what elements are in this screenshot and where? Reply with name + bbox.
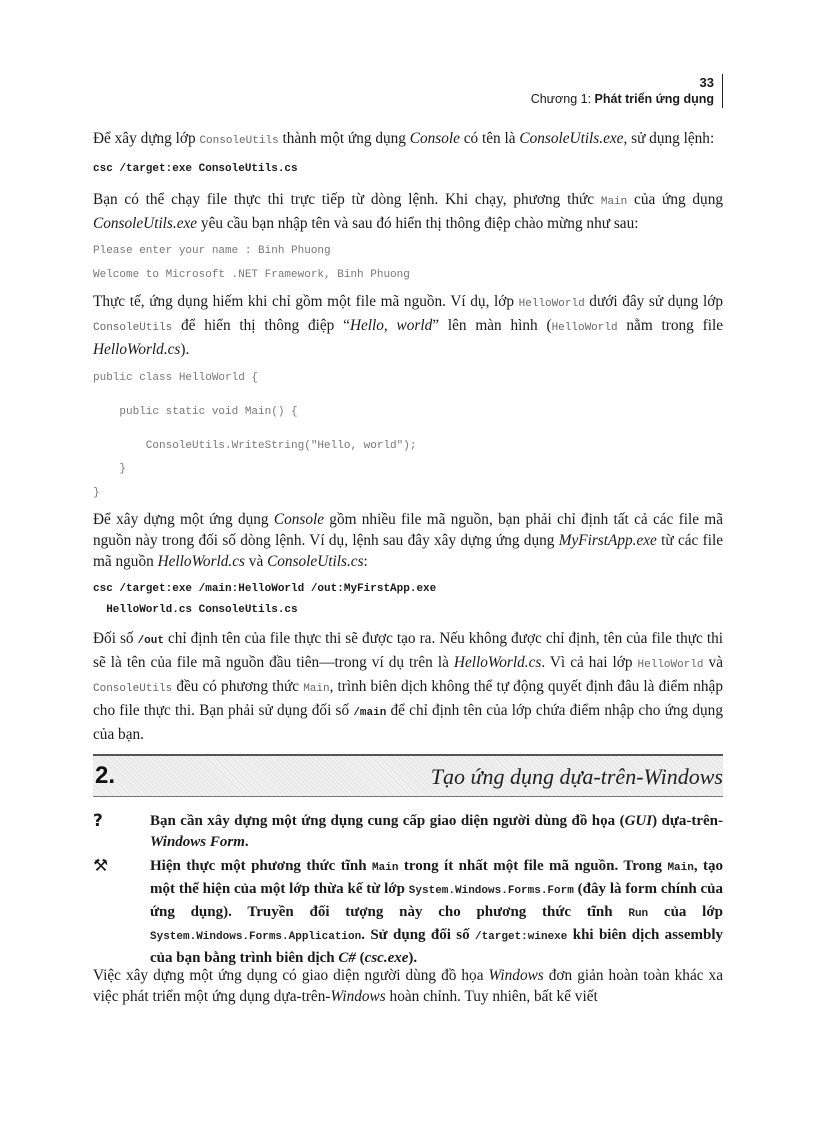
section-title: Tạo ứng dụng dựa-trên-Windows bbox=[430, 764, 723, 789]
paragraph-6: Việc xây dựng một ứng dụng có giao diện người dùng đồ họa Windows đơn giản hoàn toàn khác xa việc phát triển một ứng dụng dựa-trên-Windows hoàn chỉnh. Tuy nhiên, bất kể viết bbox=[93, 967, 723, 1005]
page-number: 33 bbox=[699, 75, 714, 90]
code-line: } bbox=[93, 463, 127, 475]
code-line: } bbox=[93, 487, 100, 499]
paragraph-2: Bạn có thể chạy file thực thi trực tiếp từ dòng lệnh. Khi chạy, phương thức Main của ứng dụng ConsoleUtils.exe yêu cầu bạn nhập tên và sau đó hiển thị thông điệp chào mừng như sau: bbox=[93, 191, 723, 232]
question-icon: ? bbox=[93, 811, 103, 831]
code-block bbox=[93, 370, 723, 505]
section-heading bbox=[93, 754, 723, 797]
command-2: csc /target:exe /main:HelloWorld /out:MyFirstApp.exe bbox=[93, 583, 437, 595]
command-1: csc /target:exe ConsoleUtils.cs bbox=[93, 163, 298, 175]
output-line-2: Welcome to Microsoft .NET Framework, Binh Phuong bbox=[93, 269, 410, 281]
command-2-continued: HelloWorld.cs ConsoleUtils.cs bbox=[93, 604, 298, 616]
paragraph-5: Đối số /out chỉ định tên của file thực thi sẽ được tạo ra. Nếu không được chỉ định, tên của file thực thi sẽ là tên của file mã nguồn đầu tiên—trong ví dụ trên là HelloWorld.cs. Vì cả hai lớp HelloWorld và ConsoleUtils đều có phương thức Main, trình biên dịch không thể tự động quyết định đâu là điểm nhập cho file thực thi. Bạn phải sử dụng đối số /main để chỉ định tên của lớp chứa điểm nhập cho ứng dụng của bạn. bbox=[93, 630, 723, 743]
section-number: 2. bbox=[95, 762, 116, 789]
solution-statement: ⚒ Hiện thực một phương thức tĩnh Main trong ít nhất một file mã nguồn. Trong Main, tạo một thể hiện của một lớp thừa kế từ lớp System.Windows.Forms.Form (đây là form chính của ứng dụng). Truyền đối tượng này cho phương thức tĩnh Run của lớp System.Windows.Forms.Application. Sử dụng đối số /target:winexe khi biên dịch assembly của bạn bằng trình biên dịch C# (csc.exe). bbox=[93, 856, 724, 966]
paragraph-1: Để xây dựng lớp ConsoleUtils thành một ứng dụng Console có tên là ConsoleUtils.exe, sử dụng lệnh: bbox=[93, 130, 715, 147]
code-line: public class HelloWorld { bbox=[93, 372, 259, 384]
paragraph-4: Để xây dựng một ứng dụng Console gồm nhiều file mã nguồn, bạn phải chỉ định tất cả các file mã nguồn này trong đối số dòng lệnh. Ví dụ, lệnh sau đây xây dựng ứng dụng MyFirstApp.exe từ các file mã nguồn HelloWorld.cs và ConsoleUtils.cs: bbox=[93, 511, 724, 570]
code-line: ConsoleUtils.WriteString("Hello, world"); bbox=[93, 440, 417, 452]
code-line: public static void Main() { bbox=[93, 406, 298, 418]
code-line bbox=[93, 391, 723, 404]
paragraph-3: Thực tế, ứng dụng hiếm khi chỉ gồm một file mã nguồn. Ví dụ, lớp HelloWorld dưới đây sử dụng lớp ConsoleUtils để hiển thị thông điệp “Hello, world” lên màn hình (HelloWorld nằm trong file HelloWorld.cs). bbox=[93, 293, 724, 358]
tools-icon: ⚒ bbox=[93, 856, 109, 876]
output-line-1: Please enter your name : Binh Phuong bbox=[93, 245, 331, 257]
code-line bbox=[93, 425, 723, 438]
chapter-title: Chương 1: Phát triển ứng dụng bbox=[530, 92, 714, 106]
problem-statement: ? Bạn cần xây dựng một ứng dụng cung cấp giao diện người dùng đồ họa (GUI) dựa-trên-Windows Form. bbox=[93, 811, 724, 850]
body-content bbox=[93, 128, 723, 745]
page-header bbox=[531, 74, 723, 108]
